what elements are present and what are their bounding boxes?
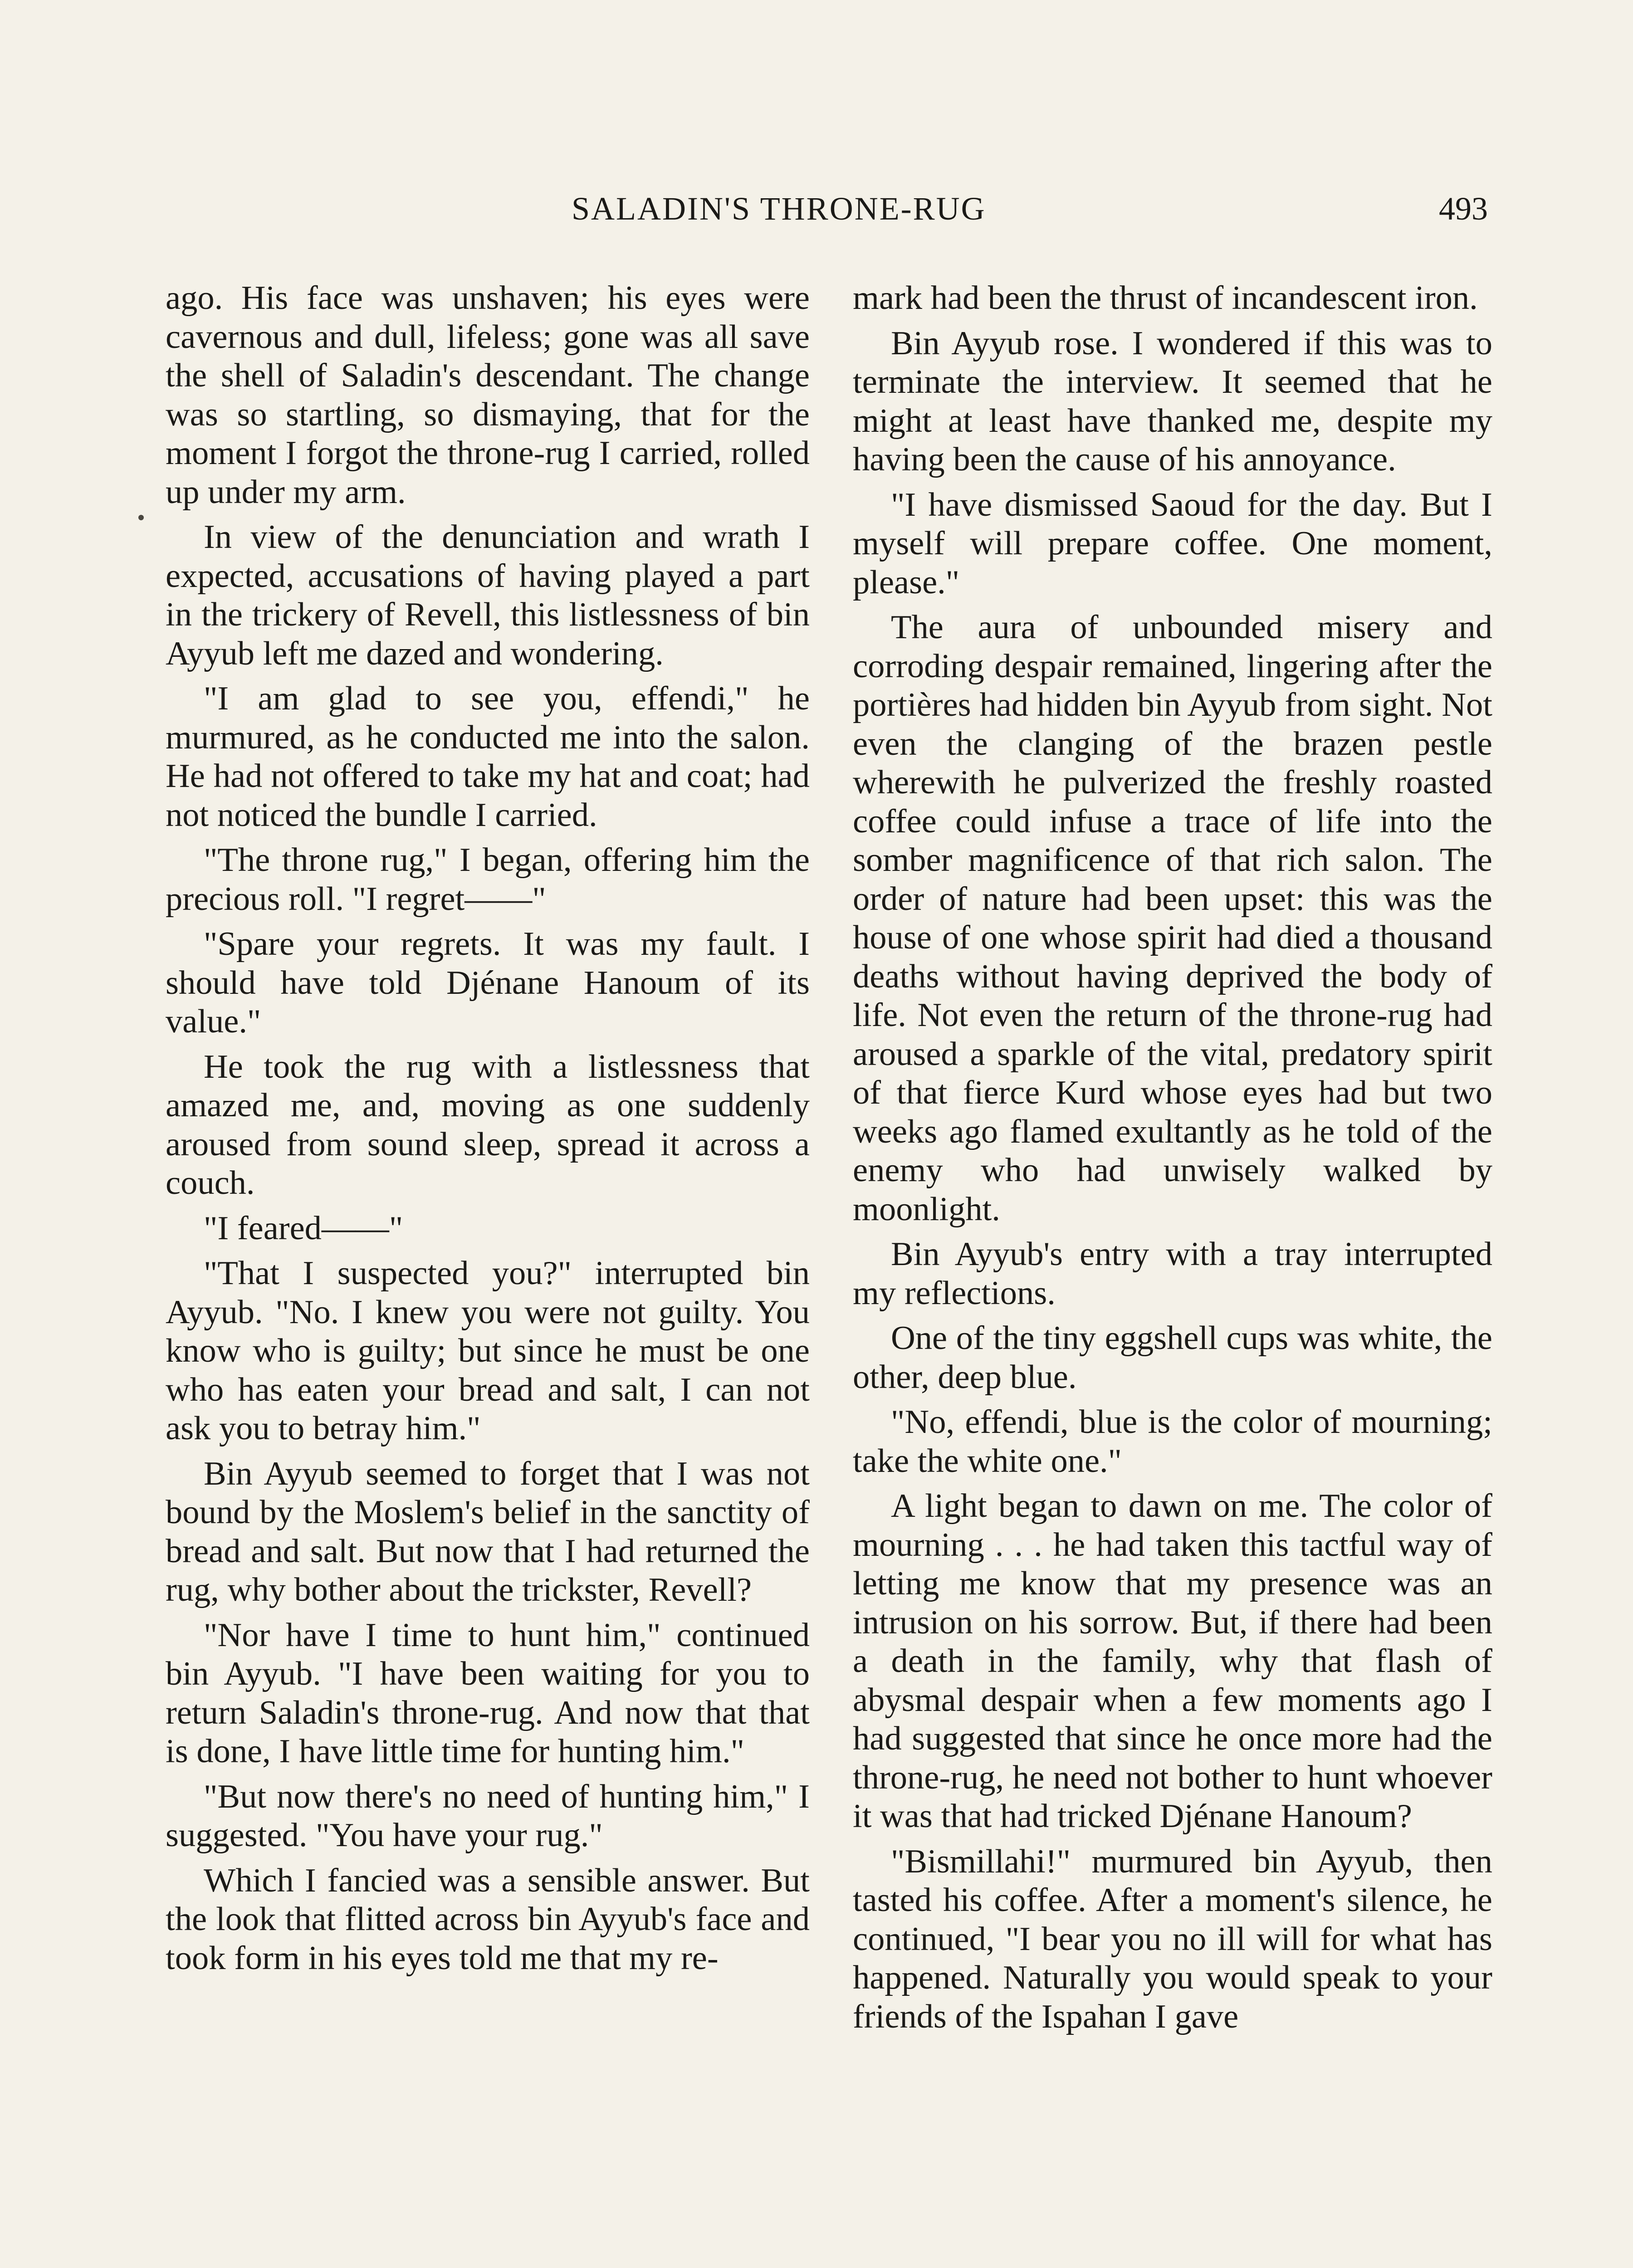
paragraph: Which I fancied was a sensible answer. But the look that flitted across bin Ayyub's face and took form in his eyes told me that my re- bbox=[166, 1862, 810, 1977]
paragraph: A light began to dawn on me. The color of mourning . . . he had taken this tactful way of letting me know that my presence was an intrusion on his sorrow. But, if there had been a death in the family, why that flash of abysmal despair when a few moments ago I had suggested that since he once more had the throne-rug, he need not bother to hunt whoever it was that had tricked Djénane Hanoum? bbox=[853, 1487, 1492, 1835]
page-number: 493 bbox=[1439, 191, 1488, 227]
paragraph: Bin Ayyub rose. I wondered if this was to terminate the interview. It seemed that he might at least have thanked me, despite my having been the cause of his annoyance. bbox=[853, 324, 1492, 478]
paragraph: "I feared——" bbox=[204, 1209, 403, 1247]
running-head bbox=[0, 181, 1488, 236]
paragraph: Bin Ayyub seemed to forget that I was not bound by the Moslem's belief in the sanctity of bread and salt. But now that I had returned the rug, why bother about the trickster, Revell? bbox=[166, 1455, 810, 1608]
paragraph: "Spare your regrets. It was my fault. I should have told Djénane Hanoum of its value." bbox=[166, 925, 810, 1040]
paragraph: "Nor have I time to hunt him," continued bin Ayyub. "I have been waiting for you to return Saladin's throne-rug. And now that that is done, I have little time for hunting him." bbox=[166, 1616, 810, 1770]
paragraph: "I am glad to see you, effendi," he murmured, as he conducted me into the salon. He had not offered to take my hat and coat; had not noticed the bundle I carried. bbox=[166, 680, 810, 834]
paragraph: "No, effendi, blue is the color of mourning; take the white one." bbox=[853, 1403, 1492, 1480]
paragraph: He took the rug with a listlessness that amazed me, and, moving as one suddenly aroused from sound sleep, spread it across a couch. bbox=[166, 1048, 810, 1202]
paragraph: "Bismillahi!" murmured bin Ayyub, then tasted his coffee. After a moment's silence, he continued, "I bear you no ill will for what has happened. Naturally you would speak to your friends of the Ispahan I gave bbox=[853, 1843, 1492, 2035]
paragraph: "The throne rug," I began, offering him the precious roll. "I regret——" bbox=[166, 841, 810, 918]
right-column bbox=[853, 279, 1492, 2043]
paragraph: One of the tiny eggshell cups was white, the other, deep blue. bbox=[853, 1320, 1492, 1396]
paragraph: "That I suspected you?" interrupted bin Ayyub. "No. I knew you were not guilty. You know who is guilty; but since he must be one who has eaten your bread and salt, I can not ask you to betray him." bbox=[166, 1255, 810, 1447]
paragraph: The aura of unbounded misery and corroding despair remained, lingering after the portières had hidden bin Ayyub from sight. Not even the clanging of the brazen pestle wherewith he pulverized the freshly roasted coffee could infuse a trace of life into the somber magnificence of that rich salon. The order of nature had been upset: this was the house of one whose spirit had died a thousand deaths without having deprived the body of life. Not even the return of the throne-rug had aroused a sparkle of the vital, predatory spirit of that fierce Kurd whose eyes had but two weeks ago flamed exultantly as he told of the enemy who had unwisely walked by moonlight. bbox=[853, 609, 1492, 1228]
paragraph: "But now there's no need of hunting him," I suggested. "You have your rug." bbox=[166, 1778, 810, 1854]
running-title: SALADIN'S THRONE-RUG bbox=[572, 191, 986, 227]
stray-ink-mark bbox=[138, 515, 144, 520]
left-column bbox=[166, 279, 810, 1984]
paragraph: mark had been the thrust of incandescent iron. bbox=[853, 279, 1478, 317]
paragraph: In view of the denunciation and wrath I expected, accusations of having played a part in the trickery of Revell, this listlessness of bin Ayyub left me dazed and wondering. bbox=[166, 518, 810, 672]
paragraph: Bin Ayyub's entry with a tray interrupted my reflections. bbox=[853, 1236, 1492, 1312]
paragraph: "I have dismissed Saoud for the day. But I myself will prepare coffee. One moment, please." bbox=[853, 486, 1492, 601]
paragraph: ago. His face was unshaven; his eyes were cavernous and dull, lifeless; gone was all save the shell of Saladin's descendant. The change was so startling, so dismaying, that for the moment I forgot the throne-rug I carried, rolled up under my arm. bbox=[166, 279, 810, 511]
